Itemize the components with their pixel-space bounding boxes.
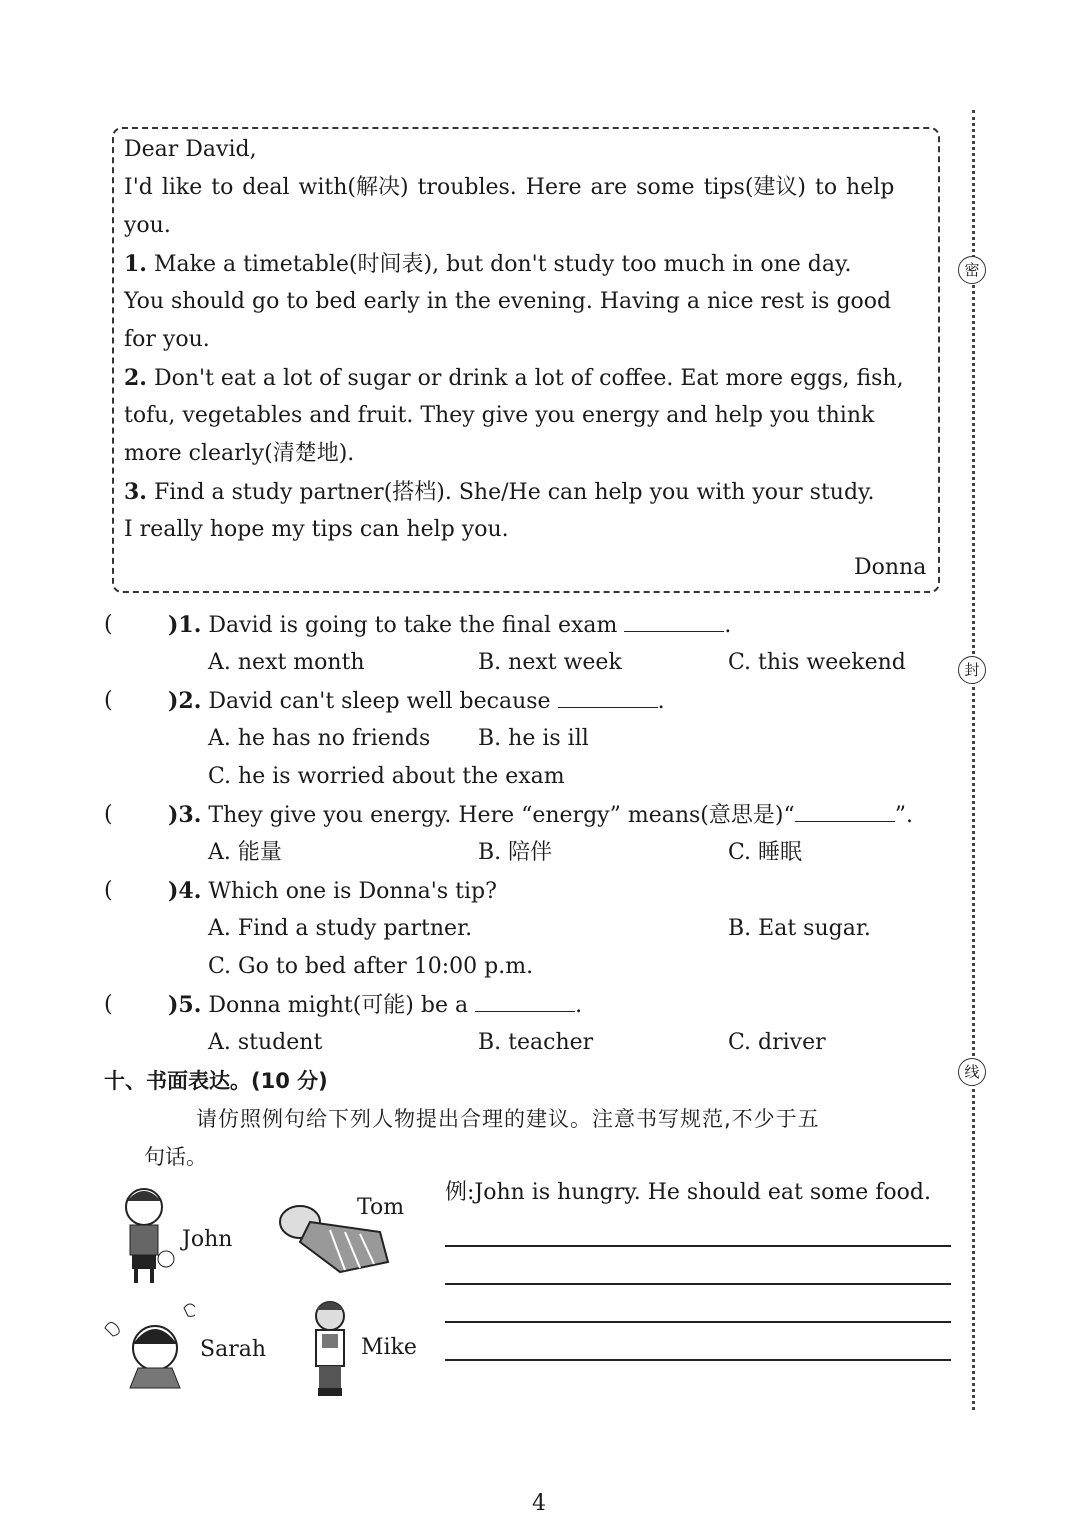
name-mike: Mike xyxy=(361,1335,417,1360)
question-4 xyxy=(168,877,497,906)
seal-mark-feng: 封 xyxy=(958,656,986,684)
option-a: A. Find a study partner. xyxy=(208,916,473,941)
example-sentence: 例:John is hungry. He should eat some food. xyxy=(445,1180,931,1205)
letter-line: You should go to bed early in the evening. Having a nice rest is good xyxy=(124,289,892,314)
question-stem: David can't sleep well because xyxy=(208,689,551,714)
question-number: )1. xyxy=(168,612,202,638)
question-stem: Which one is Donna's tip? xyxy=(208,879,497,904)
answer-paren[interactable]: ( xyxy=(104,802,113,827)
question-stem: Donna might(可能) be a xyxy=(208,993,469,1018)
letter-tip-2 xyxy=(124,364,904,393)
writing-line[interactable] xyxy=(445,1245,951,1247)
option-a: A. next month xyxy=(208,650,365,675)
instruction-cont: 句话。 xyxy=(144,1145,207,1169)
tip-text: Find a study partner(搭档). She/He can help you with your study. xyxy=(153,480,875,505)
writing-line[interactable] xyxy=(445,1359,951,1361)
answer-paren[interactable]: ( xyxy=(104,612,113,637)
question-3 xyxy=(168,801,913,830)
john-hungry-illustration xyxy=(118,1185,178,1287)
letter-signature: Donna xyxy=(854,555,927,580)
question-end: . xyxy=(657,689,665,714)
seal-mark-mi: 密 xyxy=(958,256,986,284)
letter-line: I really hope my tips can help you. xyxy=(124,517,509,542)
mike-cold-illustration xyxy=(308,1298,354,1398)
letter-line: more clearly(清楚地). xyxy=(124,441,355,466)
question-number: )4. xyxy=(168,878,202,904)
question-stem: David is going to take the final exam xyxy=(208,613,618,638)
name-john: John xyxy=(182,1227,233,1252)
option-c: C. Go to bed after 10:00 p.m. xyxy=(208,954,534,979)
option-b: B. he is ill xyxy=(478,726,589,751)
question-2 xyxy=(168,687,665,716)
page-number: 4 xyxy=(532,1491,546,1516)
writing-line[interactable] xyxy=(445,1321,951,1323)
letter-line: you. xyxy=(124,213,171,238)
question-number: )5. xyxy=(168,992,202,1018)
answer-blank[interactable] xyxy=(558,687,658,708)
answer-blank[interactable] xyxy=(475,991,575,1012)
section-heading: 十、书面表达。(10 分) xyxy=(104,1069,328,1093)
question-end: ”. xyxy=(894,803,913,828)
answer-blank[interactable] xyxy=(624,611,724,632)
writing-line[interactable] xyxy=(445,1283,951,1285)
tip-text: Don't eat a lot of sugar or drink a lot of coffee. Eat more eggs, fish, xyxy=(153,366,904,391)
question-end: . xyxy=(575,993,583,1018)
letter-tip-3 xyxy=(124,478,875,507)
answer-paren[interactable]: ( xyxy=(104,878,113,903)
letter-line: I'd like to deal with(解决) troubles. Here are some tips(建议) to help xyxy=(124,175,895,200)
seal-mark-xian: 线 xyxy=(958,1058,986,1086)
tip-number: 1. xyxy=(124,251,147,277)
tip-number: 3. xyxy=(124,479,147,505)
tip-number: 2. xyxy=(124,365,147,391)
option-c: C. he is worried about the exam xyxy=(208,764,565,789)
question-5 xyxy=(168,991,582,1020)
answer-paren[interactable]: ( xyxy=(104,992,113,1017)
option-b: B. teacher xyxy=(478,1030,594,1055)
letter-tip-1 xyxy=(124,250,852,279)
question-1 xyxy=(168,611,731,640)
letter-line: for you. xyxy=(124,327,210,352)
option-b: B. 陪伴 xyxy=(478,840,553,865)
sarah-angry-illustration xyxy=(100,1300,195,1390)
option-c: C. this weekend xyxy=(728,650,906,675)
name-tom: Tom xyxy=(357,1195,405,1220)
option-b: B. Eat sugar. xyxy=(728,916,871,941)
question-end: . xyxy=(724,613,732,638)
option-a: A. 能量 xyxy=(208,840,282,865)
letter-greeting: Dear David, xyxy=(124,137,257,162)
tip-text: Make a timetable(时间表), but don't study too much in one day. xyxy=(153,252,852,277)
option-a: A. student xyxy=(208,1030,323,1055)
question-number: )2. xyxy=(168,688,202,714)
option-c: C. 睡眠 xyxy=(728,840,803,865)
instruction: 请仿照例句给下列人物提出合理的建议。注意书写规范,不少于五 xyxy=(196,1107,820,1131)
question-stem: They give you energy. Here “energy” means(意思是)“ xyxy=(208,803,795,828)
option-b: B. next week xyxy=(478,650,622,675)
option-a: A. he has no friends xyxy=(208,726,431,751)
letter-line: tofu, vegetables and fruit. They give you energy and help you think xyxy=(124,403,875,428)
option-c: C. driver xyxy=(728,1030,826,1055)
answer-blank[interactable] xyxy=(795,801,895,822)
question-number: )3. xyxy=(168,802,202,828)
answer-paren[interactable]: ( xyxy=(104,688,113,713)
name-sarah: Sarah xyxy=(200,1337,266,1362)
binding-dotted-line xyxy=(972,110,975,1410)
